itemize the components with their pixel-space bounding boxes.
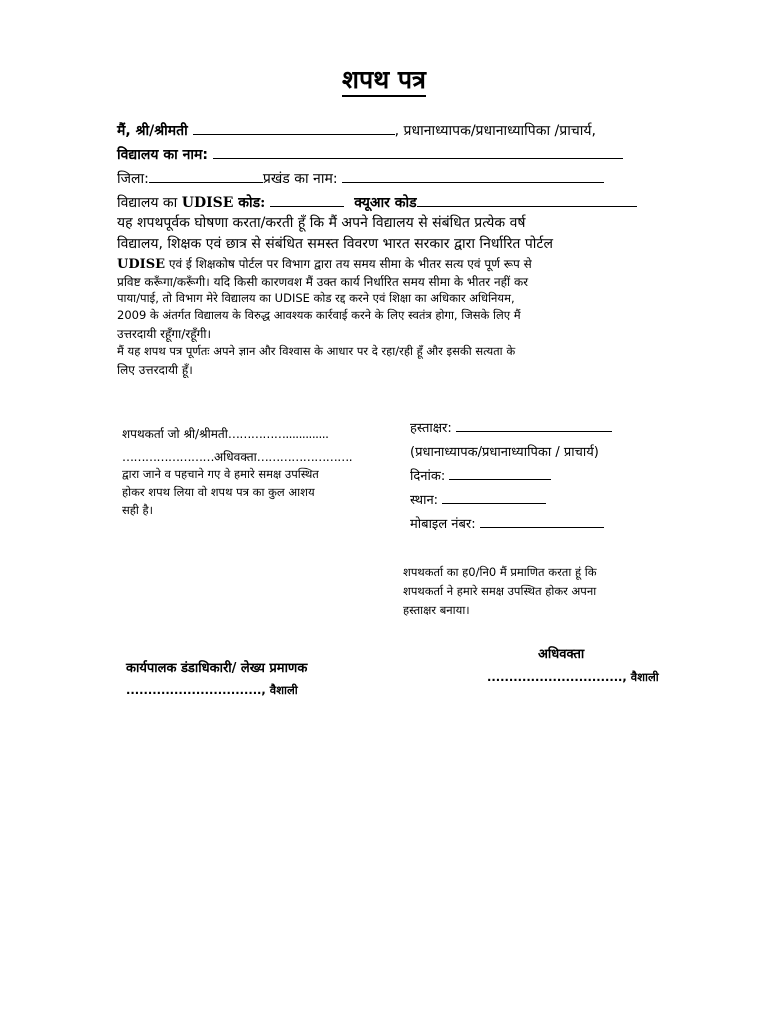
declaration-line-9: लिए उत्तरदायी हूँ। — [117, 363, 193, 377]
qr-blank — [417, 194, 637, 207]
udise-line — [117, 193, 637, 212]
mobile-label: मोबाइल नंबर: — [410, 517, 476, 532]
declaration-line-6: 2009 के अंतर्गत विद्यालय के विरुद्ध आवश्यक कार्रवाई करने के लिए स्वतंत्र होगा, जिसके लिए मैं — [117, 308, 521, 322]
attestation-line-1: द्वारा जाने व पहचाने गए वे हमारे समक्ष उपस्थित — [122, 467, 319, 481]
name-blank — [193, 122, 395, 135]
certification-line-2: शपथकर्ता ने हमारे समक्ष उपस्थित होकर अपना — [403, 584, 597, 598]
district-blank — [149, 170, 263, 183]
declaration-line-4: प्रविष्ट करूँगा/करूँगी। यदि किसी कारणवश मैं उक्त कार्य निर्धारित समय सीमा के भीतर नहीं कर — [117, 275, 529, 289]
deponent-dots: ……………............. — [227, 427, 329, 441]
date-label: दिनांक: — [410, 469, 446, 484]
school-name-line — [117, 145, 623, 164]
name-prefix-label: मैं, श्री/श्रीमती — [117, 123, 188, 139]
place-label: स्थान: — [410, 493, 439, 508]
place-line — [410, 490, 546, 508]
declaration-line-8: मैं यह शपथ पत्र पूर्णतः अपने ज्ञान और विश्वास के आधार पर दे रहा/रही हूँ और इसकी सत्यता के — [117, 344, 516, 358]
mobile-blank — [480, 515, 604, 528]
udise-blank — [270, 194, 344, 207]
block-blank — [342, 170, 604, 183]
deponent-label: शपथकर्ता जो श्री/श्रीमती — [122, 427, 228, 441]
advocate-title: अधिवक्ता — [538, 647, 585, 662]
qr-label: क्यूआर कोड — [354, 195, 417, 211]
attestation-line-2: होकर शपथ लिया वो शपथ पत्र का कुल आशय — [122, 485, 315, 499]
declaration-line-5: पाया/पाई, तो विभाग मेरे विद्यालय का UDISE कोड रद्द करने एवं शिक्षा का अधिकार अधिनियम, — [117, 291, 515, 305]
date-blank — [449, 467, 551, 480]
district-block-line — [117, 169, 604, 188]
certification-line-1: शपथकर्ता का ह0/नि0 मैं प्रमाणित करता हूं कि — [403, 565, 597, 579]
date-line — [410, 466, 551, 484]
place-blank — [442, 491, 546, 504]
attestation-line-3: सही है। — [122, 503, 153, 517]
advocate-place: ..............................., वैशाली — [487, 670, 659, 684]
declaration-line-2: विद्यालय, शिक्षक एवं छात्र से संबंधित समस्त विवरण भारत सरकार द्वारा निर्धारित पोर्टल — [117, 236, 553, 252]
signature-line — [410, 418, 612, 436]
advocate-line — [122, 448, 352, 465]
signature-blank — [456, 419, 612, 432]
magistrate-place: ..............................., वैशाली — [126, 683, 298, 697]
certification-line-3: हस्ताक्षर बनाया। — [403, 603, 470, 617]
advocate-dots-b: ……………………. — [256, 450, 353, 464]
deponent-line — [122, 425, 328, 442]
udise-prefix: विद्यालय का — [117, 195, 178, 211]
signature-label: हस्ताक्षर: — [410, 421, 452, 436]
designation-line: (प्रधानाध्यापक/प्रधानाध्यापिका / प्राचार्य) — [410, 445, 599, 460]
document-title: शपथ पत्र — [0, 62, 768, 96]
advocate-dots-a: …………………… — [122, 450, 214, 464]
udise-label: UDISE कोड: — [181, 195, 266, 211]
declaration-line-3 — [117, 255, 532, 272]
declaration-line-1: यह शपथपूर्वक घोषणा करता/करती हूँ कि मैं अपने विद्यालय से संबंधित प्रत्येक वर्ष — [117, 215, 526, 231]
advocate-label: अधिवक्ता — [214, 450, 257, 464]
block-label: प्रखंड का नाम: — [262, 171, 338, 187]
mobile-line — [410, 514, 604, 532]
school-name-label: विद्यालय का नाम: — [117, 147, 208, 163]
magistrate-title: कार्यपालक डंडाधिकारी/ लेख्य प्रमाणक — [126, 661, 308, 676]
declaration-line-7: उत्तरदायी रहूँगा/रहूँगी। — [117, 327, 212, 341]
udise-bold: UDISE — [117, 257, 165, 272]
declaration-line-3-rest: एवं ई शिक्षकोष पोर्टल पर विभाग द्वारा तय समय सीमा के भीतर सत्य एवं पूर्ण रूप से — [165, 257, 532, 271]
designation-suffix: , प्रधानाध्यापक/प्रधानाध्यापिका /प्राचार्य, — [394, 123, 596, 139]
school-name-blank — [213, 146, 623, 159]
district-label: जिला: — [117, 171, 149, 187]
name-line — [117, 121, 596, 140]
